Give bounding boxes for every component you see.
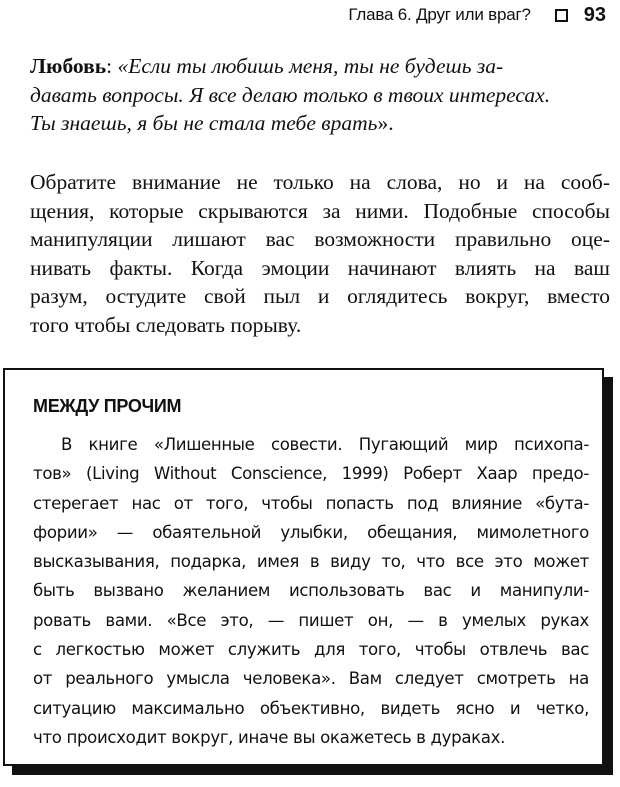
paragraph-line: нивать факты. Когда эмоции начинают влиять на ваш [30, 255, 610, 280]
sidebar-line: высказывания, подарка, имея в виду то, что все это может [33, 552, 589, 572]
quote-line [30, 109, 610, 138]
sidebar-title: МЕЖДУ ПРОЧИМ [33, 396, 182, 416]
paragraph-line: Обратите внимание не только на слова, но и на сооб- [30, 170, 610, 194]
chapter-title: Глава 6. Друг или враг? [348, 5, 531, 24]
sidebar-line: от реального умысла человека». Вам следует смотреть на [33, 669, 589, 689]
quote-speaker: Любовь [30, 54, 107, 78]
sidebar-text [33, 430, 589, 752]
sidebar-line: В книге «Лишенные совести. Пугающий мир психопа- [61, 435, 589, 454]
page-number: 93 [583, 3, 606, 26]
quote-separator: : [106, 54, 118, 78]
dialogue-quote [30, 52, 610, 138]
sidebar-line: что происходит вокруг, иначе вы окажетесь в дураках. [33, 727, 506, 747]
paragraph-line: манипуляции лишают вас возможности правильно оце- [30, 227, 610, 251]
paragraph-line: щения, которые скрываются за ними. Подобные способы [30, 198, 610, 223]
paragraph-line: разум, остудите свой пыл и оглядитесь вокруг, вместо [30, 284, 610, 308]
quote-line [30, 52, 610, 81]
paragraph-line: того чтобы следовать порыву. [30, 312, 302, 337]
sidebar-box [3, 368, 604, 766]
quote-text: «Если ты любишь меня, ты не будешь за- [117, 54, 504, 78]
sidebar-line: ровать вами. «Все это, — пишет он, — в умелых руках [33, 610, 589, 630]
sidebar-line: тов» (Living Without Conscience, 1999) Роберт Хаар предо- [33, 464, 589, 484]
quote-closing: ». [377, 111, 394, 135]
sidebar-line: ситуацию максимально объективно, видеть ясно и четко, [33, 698, 589, 718]
sidebar-line: фории» — обаятельной улыбки, обещания, мимолетного [33, 522, 589, 542]
body-paragraph [30, 168, 610, 339]
running-head [348, 2, 606, 28]
sidebar-line: стерегает нас от того, чтобы попасть под влияние «бута- [33, 493, 589, 513]
sidebar-line: с легкостью может служить для того, чтобы отвлечь вас [33, 640, 589, 660]
quote-line: давать вопросы. Я все делаю только в твоих интересах. [30, 82, 551, 107]
square-bullet-icon [555, 9, 568, 22]
quote-text: Ты знаешь, я бы не стала тебе врать [30, 111, 378, 135]
sidebar-line: быть вызвано желанием использовать вас и манипули- [33, 581, 589, 601]
